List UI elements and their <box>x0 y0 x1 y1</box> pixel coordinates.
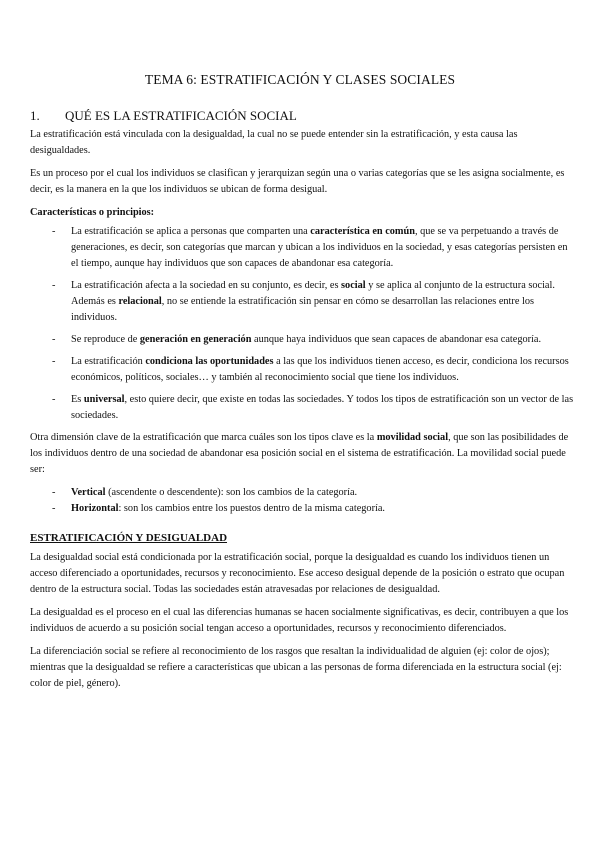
paragraph-emphasis: movilidad social <box>376 432 449 443</box>
item-emphasis: Horizontal <box>71 503 119 514</box>
mobility-list <box>30 485 575 517</box>
item-emphasis: característica en común <box>310 226 415 237</box>
paragraph: La desigualdad es el proceso en el cual las diferencias humanas se hacen socialmente significativas, es decir, contribuyen a que los individuos de acuerdo a su posición social tengan acceso a oportunidades, recursos y reconocimiento diferenciados. <box>30 607 569 634</box>
item-text: Es <box>71 394 84 405</box>
item-emphasis: universal <box>83 394 125 405</box>
paragraph-mobility <box>30 430 575 478</box>
section-title: QUÉ ES LA ESTRATIFICACIÓN SOCIAL <box>65 108 297 123</box>
dash-bullet: - <box>52 280 56 291</box>
item-text: , no se entiende la estratificación sin pensar en cómo se desarrollan las relaciones entre los individuos. <box>71 296 535 323</box>
item-text: La estratificación se aplica a personas que comparten una <box>71 226 311 237</box>
list-item <box>30 485 575 501</box>
item-emphasis: condiciona las oportunidades <box>145 356 274 367</box>
section-number: 1. <box>30 108 40 123</box>
item-emphasis: generación en generación <box>139 334 252 345</box>
item-text: , que se va perpetuando a través de generaciones, es decir, son categorías que marcan y ubican a los individuos en la sociedad, y esas categorías persisten en el tiempo, aunque hay individuos que son capaces de abandonar esa categoría. <box>71 226 568 269</box>
item-text: La estratificación <box>71 356 146 367</box>
item-emphasis: Vertical <box>71 487 106 498</box>
document-body <box>30 127 575 699</box>
list-item <box>30 501 575 517</box>
subsection-heading: ESTRATIFICACIÓN Y DESIGUALDAD <box>30 532 228 544</box>
list-item <box>30 332 575 348</box>
paragraph: Es un proceso por el cual los individuos se clasifican y jerarquizan según una o varias categorías que se les asigna socialmente, es decir, es la manera en la que los individuos se ubican de forma desigual. <box>30 168 565 195</box>
item-text: aunque haya individuos que sean capaces de abandonar esa categoría. <box>251 334 542 345</box>
item-emphasis: social <box>341 280 366 291</box>
dash-bullet: - <box>52 503 56 514</box>
paragraph-text: , que son las posibilidades de los individuos dentro de una sociedad de abandonar esa posición social en el sistema de estratificación. La movilidad social puede ser: <box>30 432 569 475</box>
dash-bullet: - <box>52 394 56 405</box>
dash-bullet: - <box>52 334 56 345</box>
paragraph-text: Otra dimensión clave de la estratificación que marca cuáles son los tipos clave es la <box>30 432 377 443</box>
list-item <box>30 224 575 272</box>
item-text: : son los cambios entre los puestos dentro de la misma categoría. <box>118 503 385 514</box>
list-item <box>30 278 575 326</box>
section-heading <box>30 108 297 124</box>
item-text: Se reproduce de <box>71 334 140 345</box>
dash-bullet: - <box>52 356 56 367</box>
item-text: (ascendente o descendente): son los cambios de la categoría. <box>105 487 358 498</box>
item-text: , esto quiere decir, que existe en todas las sociedades. Y todos los tipos de estratificación son un vector de las sociedades. <box>71 394 574 421</box>
item-text: y se aplica al conjunto de la estructura social. Además es <box>71 280 555 307</box>
paragraph: La estratificación está vinculada con la desigualdad, la cual no se puede entender sin la estratificación, y esta causa las desigualdades. <box>30 129 518 156</box>
paragraph: La desigualdad social está condicionada por la estratificación social, porque la desigualdad es cuando los individuos tienen un acceso diferenciado a oportunidades, recursos y reconocimiento. Ese acceso desigual depende de la posición o estrato que ocupan dentro de la estructura social. Todas las sociedades están atravesadas por relaciones de desigualdad. <box>30 552 565 595</box>
characteristics-list <box>30 224 575 424</box>
item-text: La estratificación afecta a la sociedad en su conjunto, es decir, es <box>71 280 342 291</box>
paragraph: La diferenciación social se refiere al reconocimiento de los rasgos que resaltan la individualidad de alguien (ej: color de ojos); mientras que la desigualdad se refiere a características que ubican a las personas de forma diferenciada en la estructura social (ej: color de piel, género). <box>30 646 562 689</box>
item-text: a las que los individuos tienen acceso, es decir, condiciona los recursos económicos, políticos, sociales… y también al reconocimiento social que tiene los individuos. <box>71 356 569 383</box>
item-emphasis: relacional <box>118 296 162 307</box>
dash-bullet: - <box>52 487 56 498</box>
document-title: TEMA 6: ESTRATIFICACIÓN Y CLASES SOCIALES <box>144 72 456 87</box>
dash-bullet: - <box>52 226 56 237</box>
subheading-characteristics: Características o principios: <box>30 207 155 218</box>
list-item <box>30 354 575 386</box>
list-item <box>30 392 575 424</box>
